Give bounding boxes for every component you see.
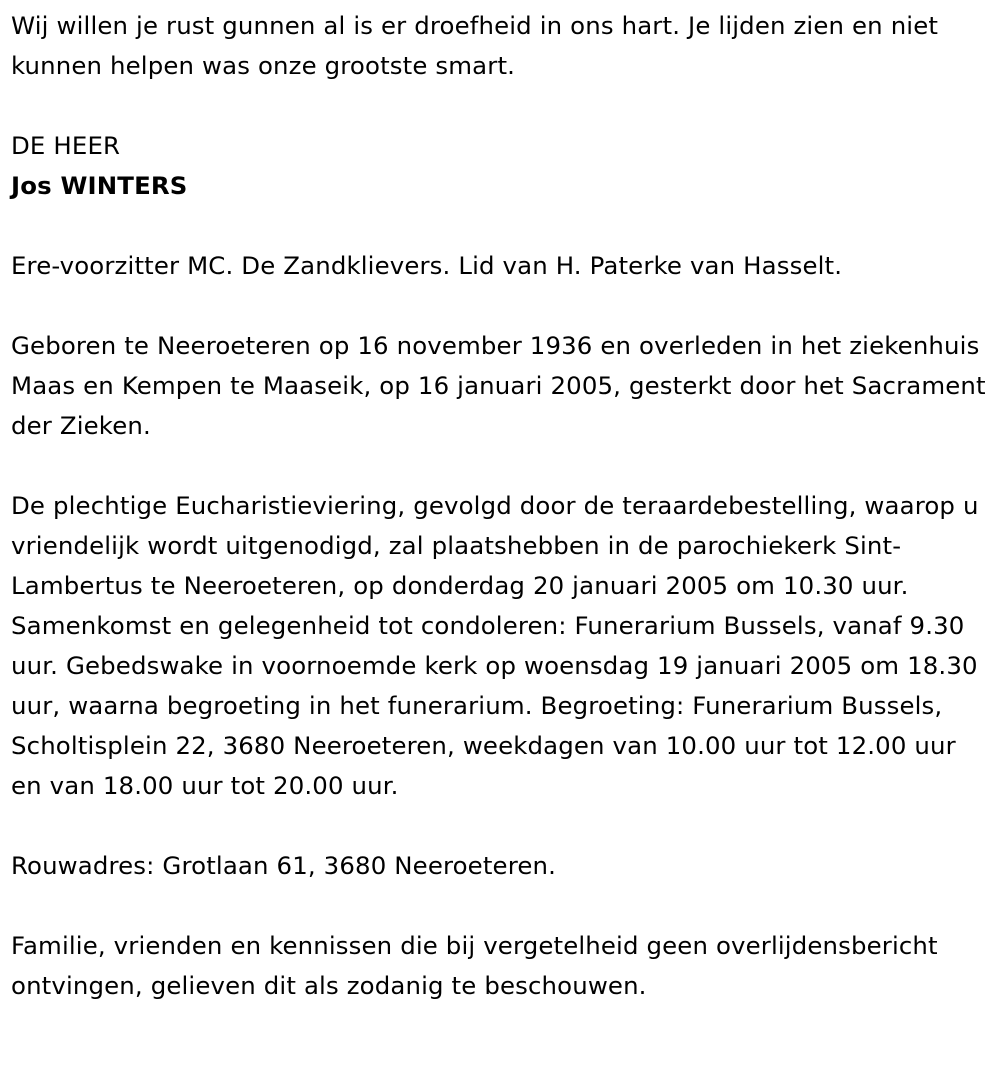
spacer [11, 446, 988, 486]
deceased-name: Jos WINTERS [11, 171, 188, 200]
salutation: DE HEER [11, 131, 121, 160]
birth-death-paragraph: Geboren te Neeroeteren op 16 november 1936 en overleden in het ziekenhuis Maas en Kempen te Maaseik, op 16 januari 2005, gesterkt door het Sacrament der Zieken. [11, 331, 986, 440]
closing-paragraph: Familie, vrienden en kennissen die bij vergetelheid geen overlijdensbericht ontvingen, gelieven dit als zodanig te beschouwen. [11, 931, 938, 1000]
spacer [11, 286, 988, 326]
titles-paragraph: Ere-voorzitter MC. De Zandklievers. Lid van H. Paterke van Hasselt. [11, 251, 843, 280]
ceremony-paragraph: De plechtige Eucharistieviering, gevolgd door de teraardebestelling, waarop u vriendelijk wordt uitgenodigd, zal plaatshebben in de parochiekerk Sint-Lambertus te Neeroeteren, op donderdag 20 januari 2005 om 10.30 uur. Samenkomst en gelegenheid tot condoleren: Funerarium Bussels, vanaf 9.30 uur. Gebedswake in voornoemde kerk op woensdag 19 januari 2005 om 18.30 uur, waarna begroeting in het funerarium. Begroeting: Funerarium Bussels, Scholtisplein 22, 3680 Neeroeteren, weekdagen van 10.00 uur tot 12.00 uur en van 18.00 uur tot 20.00 uur. [11, 491, 979, 800]
intro-verse: Wij willen je rust gunnen al is er droefheid in ons hart. Je lijden zien en niet kunnen helpen was onze grootste smart. [11, 11, 939, 80]
mourning-address: Rouwadres: Grotlaan 61, 3680 Neeroeteren. [11, 851, 557, 880]
spacer [11, 206, 988, 246]
spacer [11, 806, 988, 846]
spacer [11, 86, 988, 126]
spacer [11, 886, 988, 926]
